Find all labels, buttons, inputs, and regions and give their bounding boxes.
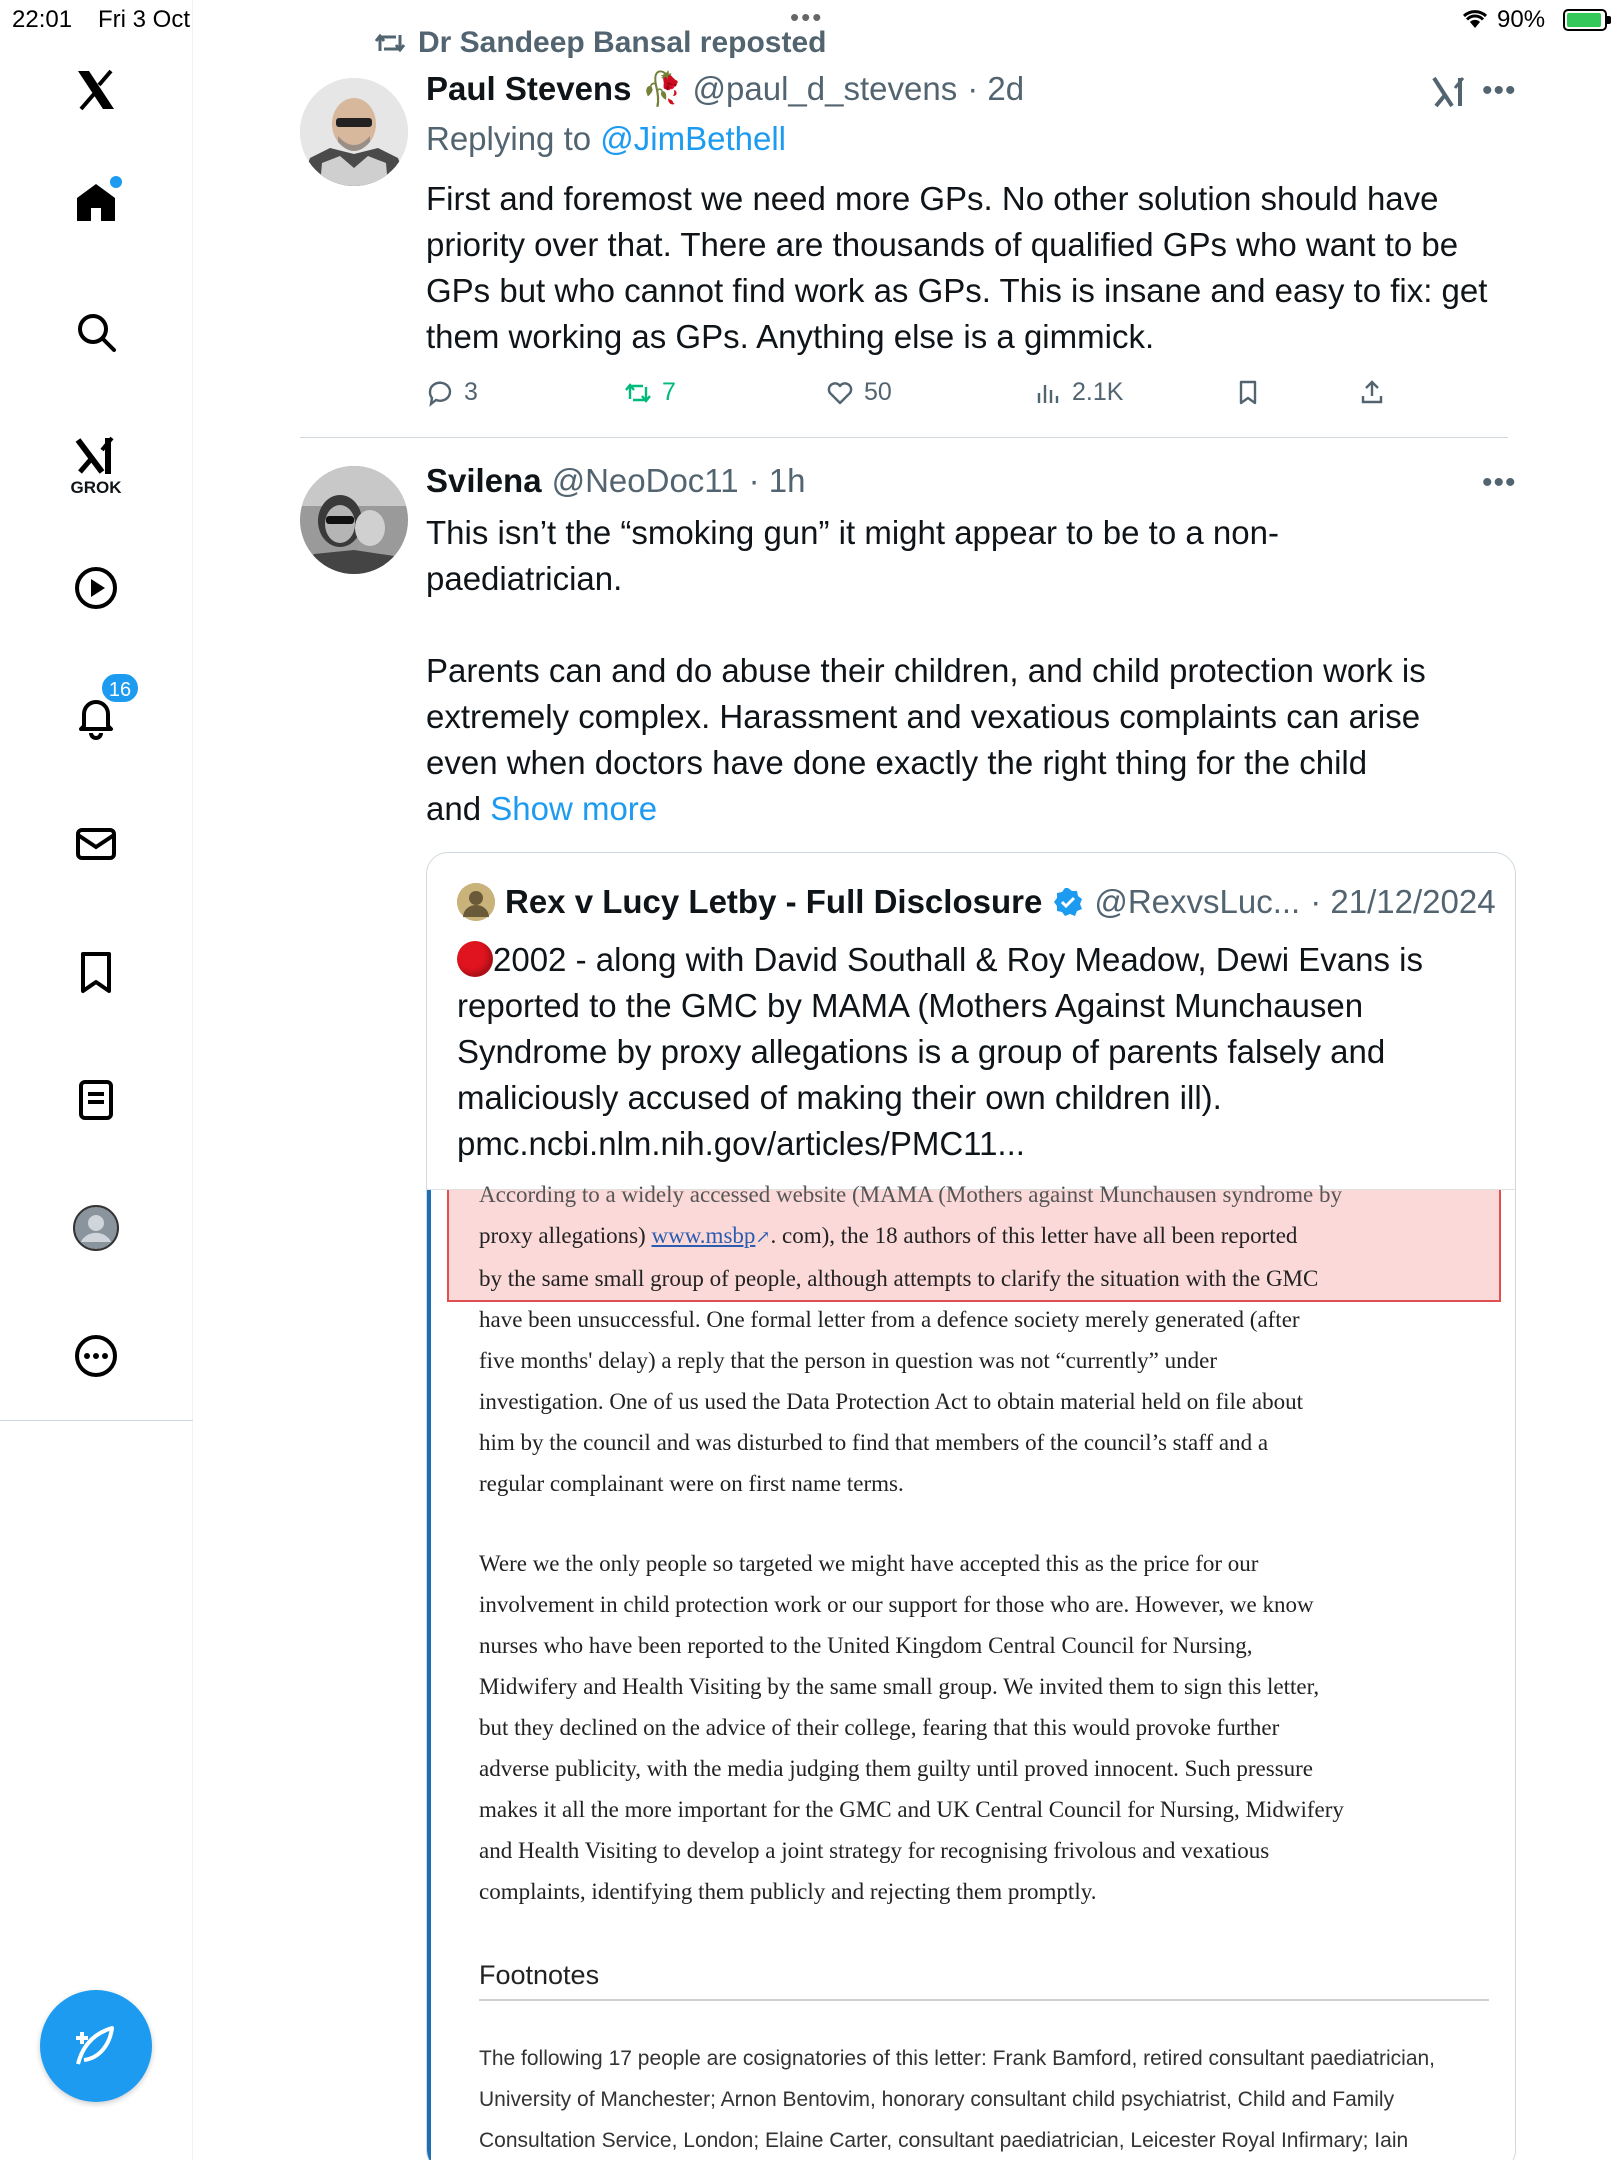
avatar [457,883,495,921]
status-date: Fri 3 Oct [98,6,191,33]
doc-line [479,1215,1489,1258]
battery-percent: 90% [1497,6,1546,33]
doc-line: Midwifery and Health Visiting by the same small group. We invited them to sign this letter, [479,1674,1320,1699]
home-unread-dot [110,176,122,188]
post-more-icon[interactable]: ••• [1482,74,1517,107]
mail-icon [72,820,120,868]
grok-icon [72,432,120,480]
multitasking-dots-icon[interactable]: ••• [790,2,824,32]
quote-attached-image[interactable] [427,1182,1516,2160]
doc-line: University of Manchester; Arnon Bentovim, honorary consultant child psychiatrist, Child and Family [479,2088,1395,2111]
tweet-line: First and foremost we need more GPs. No other solution should have [426,180,1439,217]
sidebar-item-lists[interactable] [60,1064,132,1136]
share-button[interactable] [1358,378,1386,406]
grok-explain-icon[interactable] [1430,74,1470,115]
tweet2-text [426,510,1516,832]
sidebar-nav [0,0,193,2160]
verified-badge-icon [1052,886,1084,918]
doc-text: . com), the 18 authors of this letter have all been reported [770,1223,1298,1248]
timeline [194,0,1620,2160]
sidebar-item-messages[interactable] [60,808,132,880]
quote-author-name: Rex v Lucy Letby - Full Disclosure [505,883,1043,920]
doc-line: investigation. One of us used the Data Protection Act to obtain material held on file about [479,1389,1303,1414]
sidebar-item-bookmarks[interactable] [60,936,132,1008]
author-name[interactable]: Paul Stevens [426,70,632,107]
doc-line: have been unsuccessful. One formal letter from a defence society merely generated (after [479,1307,1300,1332]
tweet-line: them working as GPs. Anything else is a gimmick. [426,318,1155,355]
red-circle-emoji-icon [457,941,493,977]
doc-line: but they declined on the advice of their college, fearing that this would provoke further [479,1715,1280,1740]
sidebar-item-grok[interactable] [60,420,132,497]
tweet1-header [426,70,1024,109]
sidebar-item-videos[interactable] [60,552,132,624]
search-icon [72,308,120,356]
post-divider [300,437,1508,438]
doc-line: and Health Visiting to develop a joint strategy for recognising frivolous and vexatious [479,1838,1270,1863]
repost-icon [374,29,406,57]
sidebar-divider [0,1420,193,1421]
doc-line: makes it all the more important for the GMC and UK Central Council for Nursing, Midwifery [479,1797,1344,1822]
tweet-line: Parents can and do abuse their children, and child protection work is [426,652,1426,689]
bookmark-button[interactable] [1234,378,1262,406]
tweet-line: GPs but who cannot find work as GPs. This is insane and easy to fix: get [426,272,1488,309]
tweet2-header [426,462,805,500]
reply-icon [426,379,454,407]
quote-author-handle: @RexvsLuc... [1094,883,1301,920]
footnotes-heading: Footnotes [479,1960,1489,2001]
bookmark-icon [1234,378,1262,406]
bookmark-icon [72,948,120,996]
view-count: 2.1K [1072,378,1124,406]
doc-line: complaints, identifying them publicly and rejecting them promptly. [479,1879,1097,1904]
replying-prefix: Replying to [426,120,592,157]
tweet1-actions [426,378,1426,418]
quote-line: Syndrome by proxy allegations is a group of parents falsely and [457,1033,1386,1070]
play-icon [72,564,120,612]
author-name[interactable]: Svilena [426,462,542,499]
tweet-line: priority over that. There are thousands of qualified GPs who want to be [426,226,1459,263]
sidebar-item-home[interactable] [60,166,132,238]
author-handle[interactable]: @NeoDoc11 [551,462,739,499]
compose-post-button[interactable] [40,1990,152,2102]
doc-link: www.msbp [651,1223,756,1248]
doc-paragraph-1 [479,1215,1489,1504]
post-more-icon[interactable]: ••• [1482,466,1517,499]
avatar[interactable] [300,466,408,574]
tweet-line: This isn’t the “smoking gun” it might appear to be to a non- [426,514,1279,551]
doc-line: him by the council and was disturbed to find that members of the council’s staff and a [479,1430,1269,1455]
reply-button[interactable] [426,378,478,407]
tweet-line: paediatrician. [426,560,623,597]
sidebar-item-explore[interactable] [60,296,132,368]
document-margin-bar [427,1190,431,2160]
profile-icon [72,1204,120,1252]
doc-line: involvement in child protection work or our support for those who are. However, we know [479,1592,1314,1617]
share-icon [1358,378,1386,406]
replying-to-link[interactable]: @JimBethell [600,120,787,157]
doc-line: nurses who have been reported to the United Kingdom Central Council for Nursing, [479,1633,1253,1658]
sidebar-item-notifications[interactable] [60,680,132,752]
views-button[interactable] [1034,378,1123,407]
repost-icon [624,379,652,407]
sidebar-item-more[interactable] [60,1320,132,1392]
doc-line: five months' delay) a reply that the person in question was not “currently” under [479,1348,1218,1373]
views-icon [1034,379,1062,407]
tweet-line: extremely complex. Harassment and vexatious complaints can arise [426,698,1421,735]
doc-line: by the same small group of people, although attempts to clarify the situation with the GMC [479,1266,1319,1291]
avatar[interactable] [300,78,408,186]
x-logo-icon[interactable] [60,54,132,126]
quote-link[interactable]: pmc.ncbi.nlm.nih.gov/articles/PMC11... [457,1125,1025,1162]
reply-count: 3 [464,378,478,406]
footnotes-text [479,2038,1489,2160]
list-icon [72,1076,120,1124]
doc-paragraph-2 [479,1543,1489,1912]
quote-text [457,937,1497,1167]
doc-line: The following 17 people are cosignatories of this letter: Frank Bamford, retired consultant paediatrician, [479,2047,1436,2070]
repost-count: 7 [662,378,676,406]
tweet-line [426,786,1516,832]
doc-line: regular complainant were on first name terms. [479,1471,904,1496]
doc-line: Were we the only people so targeted we might have accepted this as the price for our [479,1551,1259,1576]
repost-by-label: Dr Sandeep Bansal reposted [418,26,827,59]
doc-line: adverse publicity, with the media judging them guilty until proved innocent. Such pressure [479,1756,1314,1781]
external-link-icon: ↗ [755,1227,771,1247]
heart-icon [826,379,854,407]
replying-to [426,120,786,158]
doc-cut-line: According to a widely accessed website (MAMA (Mothers against Munchausen syndrome by [479,1182,1342,1207]
repost-indicator[interactable] [374,26,826,60]
quote-line: maliciously accused of making their own children ill). [457,1079,1222,1116]
author-emoji: 🥀 [641,70,683,107]
compose-icon [68,2018,124,2074]
post-time[interactable]: · 1h [748,462,806,499]
quote-header [457,883,1496,921]
like-count: 50 [864,378,892,406]
author-handle[interactable]: @paul_d_stevens [692,70,958,107]
sidebar-item-profile[interactable] [60,1192,132,1264]
tweet-line: even when doctors have done exactly the right thing for the child [426,744,1368,781]
quote-line [457,937,1497,983]
quote-line-text: 2002 - along with David Southall & Roy Meadow, Dewi Evans is [493,941,1423,978]
grok-label: GROK [70,478,122,497]
like-button[interactable] [826,378,892,407]
quote-date: · 21/12/2024 [1310,883,1496,920]
tweet1-text [426,176,1516,360]
tweet-last-words: and [426,790,482,827]
quote-line: reported to the GMC by MAMA (Mothers Against Munchausen [457,987,1364,1024]
quoted-post[interactable] [426,852,1516,2160]
notification-count-badge: 16 [100,672,140,704]
doc-text: proxy allegations) [479,1223,646,1248]
more-icon [72,1332,120,1380]
show-more-link[interactable]: Show more [490,790,658,827]
repost-button[interactable] [624,378,676,407]
doc-line: Consultation Service, London; Elaine Carter, consultant paediatrician, Leicester Royal Infirmary; Iain [479,2129,1409,2152]
post-time[interactable]: · 2d [967,70,1025,107]
status-time: 22:01 [12,6,73,33]
